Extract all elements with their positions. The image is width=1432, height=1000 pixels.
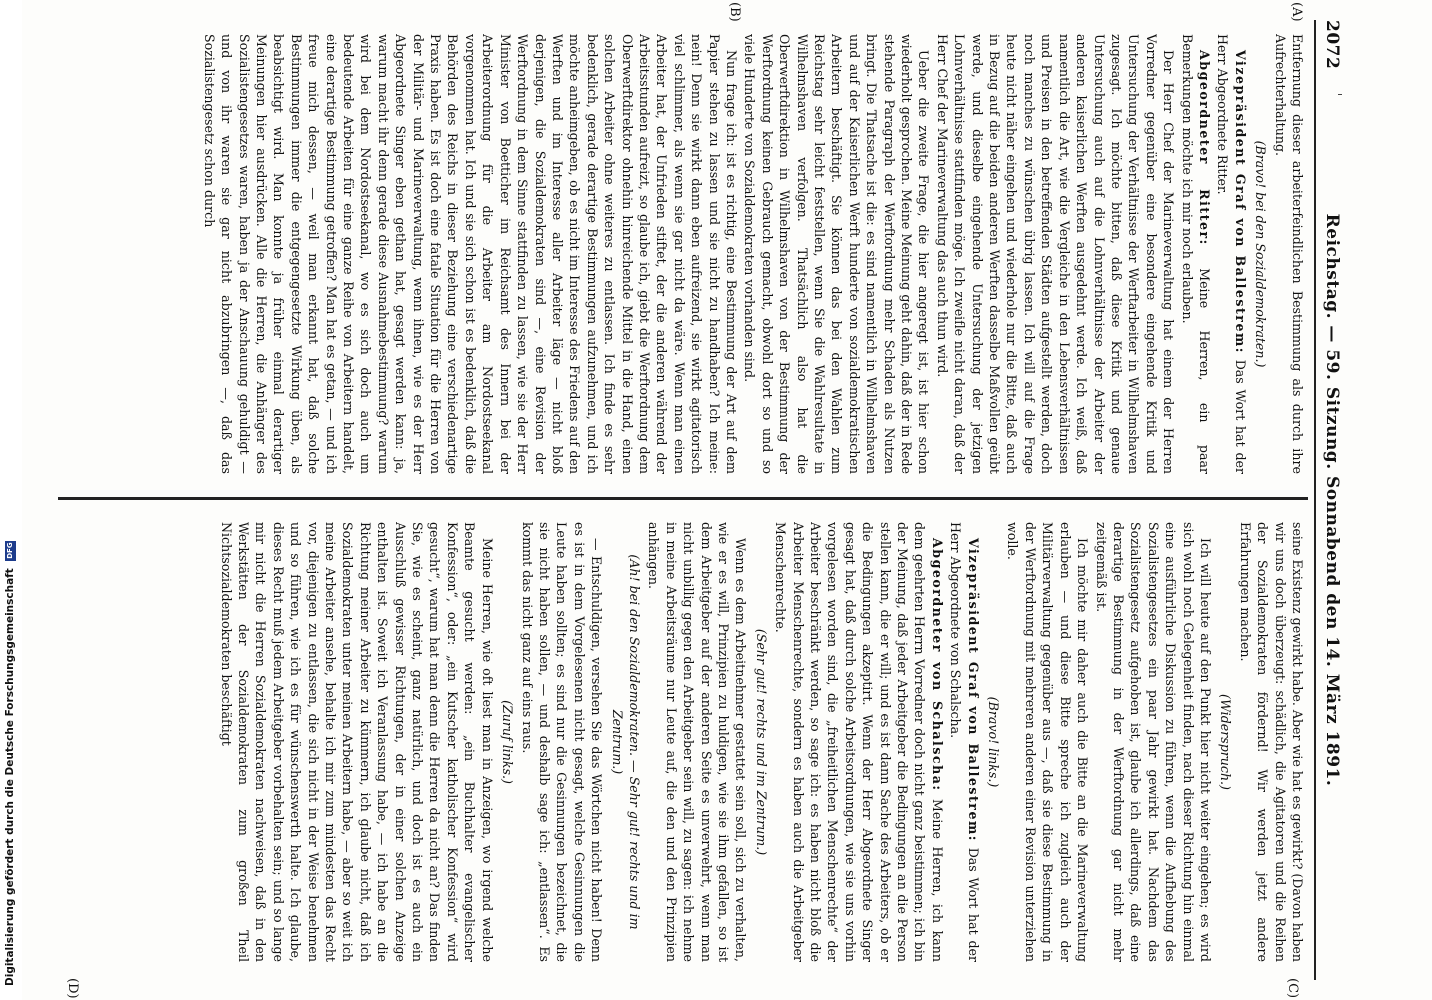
speaker-paragraph — [772, 522, 946, 962]
dfg-logo-icon: DFG — [5, 542, 14, 559]
page-title: Reichstag. — 59. Sitzung. Sonnabend den 14. März 1891. — [1322, 213, 1342, 787]
speaker-name: Abgeordneter von Schalscha: — [929, 538, 945, 792]
header-rule — [1314, 20, 1316, 980]
paragraph: Entfernung dieser arbeiterfeindlichen Bestimmung als durch ihre Aufrechterhaltung. — [1272, 34, 1305, 474]
right-column — [56, 522, 1306, 962]
interjection: (Ah! bei den Sozialdemokraten. — Sehr gut! rechts und im Zentrum.) — [609, 554, 642, 930]
interjection: (Sehr gut! rechts und im Zentrum.) — [753, 628, 769, 856]
speaker-name: Vizepräsident Graf von Ballestrem: — [1232, 50, 1248, 354]
paragraph: Der Herr Chef der Marineverwaltung hat einem der Herren Vorredner gegenüber eine besondere eingehende Kritik und Untersuchung der Verhältnisse der Werftarbeiter in Wilhelmshaven zugesagt. Ich möchte bitten, daß diese Kritik und genaue Untersuchung auch auf die Lohnverhältnisse der Arbeiter der anderen kaiserlichen Werften ausgedehnt werde. Ich weiß, daß namentlich die Art, wie die Vergleiche in den Lebensverhältnissen und Preisen in den betreffenden Städten aufgestellt werden, doch noch manches zu wünschen übrig lassen. Ich will auf die Frage heute nicht näher eingehen und wiederhole nur die Bitte, daß auch in Bezug auf die beiden anderen Werften dasselbe Maßvollen geübt werde, und dieselbe eingehende Untersuchung der jetzigen Lohnverhältnisse stattfinden möge. Ich zweifle nicht daran, daß der Herr Chef der Marineverwaltung das auch thun wird. — [934, 34, 1177, 474]
interjection: (Bravo! bei den Sozialdemokraten.) — [1253, 140, 1269, 368]
page-header — [1318, 20, 1344, 980]
speaker-name: Vizepräsident Graf von Ballestrem: — [965, 538, 981, 842]
paragraph: Ich möchte mir daher auch die Bitte an die Marineverwaltung erlauben — und diese Bitte spreche ich zugleich auch der Militärverwaltung gegenüber aus —, daß sie diese Bestimmung in der Werftordnung mit mehreren anderen einer Revision unterziehen wolle. — [1005, 522, 1091, 962]
interjection: (Bravo! links.) — [986, 696, 1002, 788]
speech-text: Meine Herren, ein paar Bemerkungen möchte ich mir noch erlauben. — [1179, 34, 1212, 474]
speech-text: Meine Herren, ich kann dem geehrten Herrn Vorredner doch nicht ganz beistimmen; ich bin der Meinung, daß jeder Arbeitgeber die Bedingungen an die Person stellen kann, die er will; und es ist dann Sache des Arbeiters, ob er die Bedingungen akzeptirt. Wenn der Herr Abgeordnete Singer gesagt hat, daß durch solche Arbeitsordnungen, wie sie uns vorhin vorgelesen worden sind, die „freiheitlichen Menschenrechte“ der Arbeiter beschränkt werden, so sage ich: es haben nicht bloß die Arbeiter Menschenrechte, sondern es haben auch die Arbeitgeber Menschenrechte. — [773, 522, 945, 962]
column-divider — [58, 497, 1308, 500]
left-column — [56, 34, 1306, 474]
document-body — [22, 0, 1352, 1000]
funding-note — [0, 0, 20, 1000]
speaker-paragraph — [1214, 34, 1249, 474]
margin-mark-a: (A) — [1289, 2, 1304, 22]
margin-mark-c: (C) — [1285, 978, 1300, 999]
margin-mark-d: (D) — [65, 978, 80, 999]
speaker-name: Abgeordneter Ritter: — [1196, 50, 1212, 246]
paragraph: Nun frage ich: ist es richtig, eine Bestimmung der Art auf dem Papier stehen zu lassen und sie nicht zu handhaben? Ich meine: nein! Denn sie wirkt dann eben aufreizend, sie wirkt agitatorisch viel schlimmer, als wenn sie gar nicht da wäre. Wenn man einen Arbeiter hat, der Unfrieden stiftet, der die anderen während der Arbeitsstunden aufreizt, so glaube ich, giebt die Werftordnung dem Oberwerftdirektor ohnehin hinreichende Mittel in die Hand, einen solchen Arbeiter ohne weiteres zu entlassen. Ich finde es sehr bedenklich, gerade derartige Bestimmungen aufzunehmen, und ich möchte anheimgeben, ob es nicht im Interesse des Friedens auf den Werften und im Interesse aller Arbeiter läge — nicht bloß derjenigen, die Sozialdemokraten sind —, eine Revision der Werftordnung in dem Sinne stattfinden zu lassen, wie sie der Herr Minister von Boetticher im Reichsamt des Innern bei der Arbeiterordnung für die Arbeiter am Nordostseekanal vorgenommen hat. Ich und sie sich schon ist es bedenklich, daß die Behörden des Reichs in dieser Beziehung eine verschiedenartige Praxis haben. Es ist doch eine fatale Situation für die Herren von der Militär- und Marineverwaltung, wenn ihnen, wie es der Herr Abgeordnete Singer eben gethan hat, gesagt werden kann: ja, warum macht ihr denn gerade diese Ausnahmebestimmung? warum wird bei dem Nordostseekanal, wo es sich doch auch um bedeutende Arbeiten für eine ganze Reihe von Arbeitern handelt, eine derartige Bestimmung getroffen? Man hat es getan, — und ich freue mich dessen, — weil man erkannt hat, daß solche Bestimmungen immer die entgegengesetzte Wirkung üben, als beabsichtigt wird. Man konnte ja früher einmal derartiger Meinungen hier ausdrücken. Alle die Herren, die Anhänger des Sozialistengesetzes waren, haben ja der Anschauung gehuldigt — und von ihr waren sie gar nicht abzubringen —, daß das Sozialistengesetz schon durch — [201, 34, 739, 474]
funding-text: Digitalisierung gefördert durch die Deutsche Forschungsgemeinschaft — [4, 568, 16, 986]
paragraph: Ich will heute auf den Punkt hier nicht weiter eingehen; es wird sich wohl noch Gelegenheit finden, nach dieser Richtung hin einmal eine ausführliche Diskussion zu führen, wenn die Aufhebung des Sozialistengesetzes ein paar Jahr gewirkt hat. Nachdem das Sozialistengesetz aufgehoben ist, glaube ich allerdings, daß eine derartige Bestimmung in der Werftordnung gar nicht mehr zeitgemäß ist. — [1093, 522, 1213, 962]
page-number: 2072 — [1322, 20, 1342, 70]
speaker-paragraph — [947, 522, 982, 962]
paragraph: seine Existenz gewirkt habe. Aber wie hat es gewirkt? (Davon haben wir uns doch überzeugt: schädlich, die Agitatoren und die Reihen der Sozialdemokraten fördernd! Wir werden jetzt andere Erfahrungen machen. — [1237, 522, 1305, 962]
paragraph: Wenn es dem Arbeitnehmer gestattet sein soll, sich zu verhalten, wie er es will, Prinzipien zu huldigen, wie sie ihm gefallen, so ist dem Arbeitgeber auf der anderen Seite es unverwehrt, wenn man nicht unbillig gegen den Arbeitgeber sein will, zu sagen: ich nehme in meine Arbeitsräume nur Leute auf, die den und den Prinzipien anhängen. — [646, 522, 749, 962]
speech-text: Das Wort hat der Herr Abgeordnete von Schalscha. — [948, 522, 981, 962]
speaker-paragraph — [1178, 34, 1213, 474]
speech-text: Das Wort hat der Herr Abgeordnete Ritter. — [1215, 34, 1248, 474]
interjection: (Zuruf links.) — [500, 700, 516, 784]
paragraph: Meine Herren, wie oft liest man in Anzeigen, wo irgend welche Beamte gesucht werden: „ein Buchhalter evangelischer Konfession“, oder: „ein Kutscher katholischer Konfession“ wird gesucht“, warum hat man denn die Herren da nicht an? Das finden Sie, wie es scheint, ganz natürlich, und doch ist es auch ein Ausschluß gewisser Richtungen, der in einer solchen Anzeige enthalten ist. Soweit ich Veranlassung habe, — ich habe an die Richtung meiner Arbeiter zu kümmern, ich glaube nicht, daß ich Sozialdemokraten unter meinen Arbeitern habe, — aber so weit ich meine Arbeiter ansehe, behalte ich mir zum mindesten das Recht vor, diejenigen zu entlassen, die sich nicht in der Weise benehmen und so führen, wie ich es für wünschenswerth halte. Ich glaube, dieses Recht muß jedem Arbeitgeber vorbehalten sein; und so lange mir nicht die Herren Sozialdemokraten nachweisen, daß in den Werkstätten der Sozialdemokraten zum großen Theil Nichtsozialdemokraten beschäftigt — [218, 522, 495, 962]
margin-mark-b: (B) — [727, 2, 742, 22]
paragraph: Ueber die zweite Frage, die hier angeregt ist, ist hier schon wiederholt gesprochen. Meine Meinung geht dahin, daß der in Rede stehende Paragraph der Werftordnung mehr Schaden als Nutzen bringt. Die Thatsache ist die: es sind namentlich in Wilhelmshaven und auf der Kaiserlichen Werft hunderte von sozialdemokratischen Arbeitern beschäftigt. Sie können das bei den Wahlen zum Reichstag sehr leicht feststellen, wenn Sie die Wahlresultate in Wilhelmshaven verfolgen. Thatsächlich also hat die Oberwerftdirektion in Wilhelmshaven von der Bestimmung der Werftordnung keinen Gebrauch gemacht, obwohl dort so und so viele Hunderte von Sozialdemokraten vorhanden sind. — [742, 34, 932, 474]
footer-strip — [0, 0, 22, 1000]
paragraph: — Entschuldigen, versehen Sie das Wörtchen nicht haben! Denn es ist in dem Vorgelesenen nicht gesagt, welche Gesinnungen die Leute haben sollten; es sind nur die Gesinnungen bezeichnet, die sie nicht haben sollen, — und deshalb sage ich: „entlassen“. Es kommt das nicht ganz auf eins raus. — [519, 522, 605, 962]
interjection: (Widerspruch.) — [1218, 694, 1234, 790]
